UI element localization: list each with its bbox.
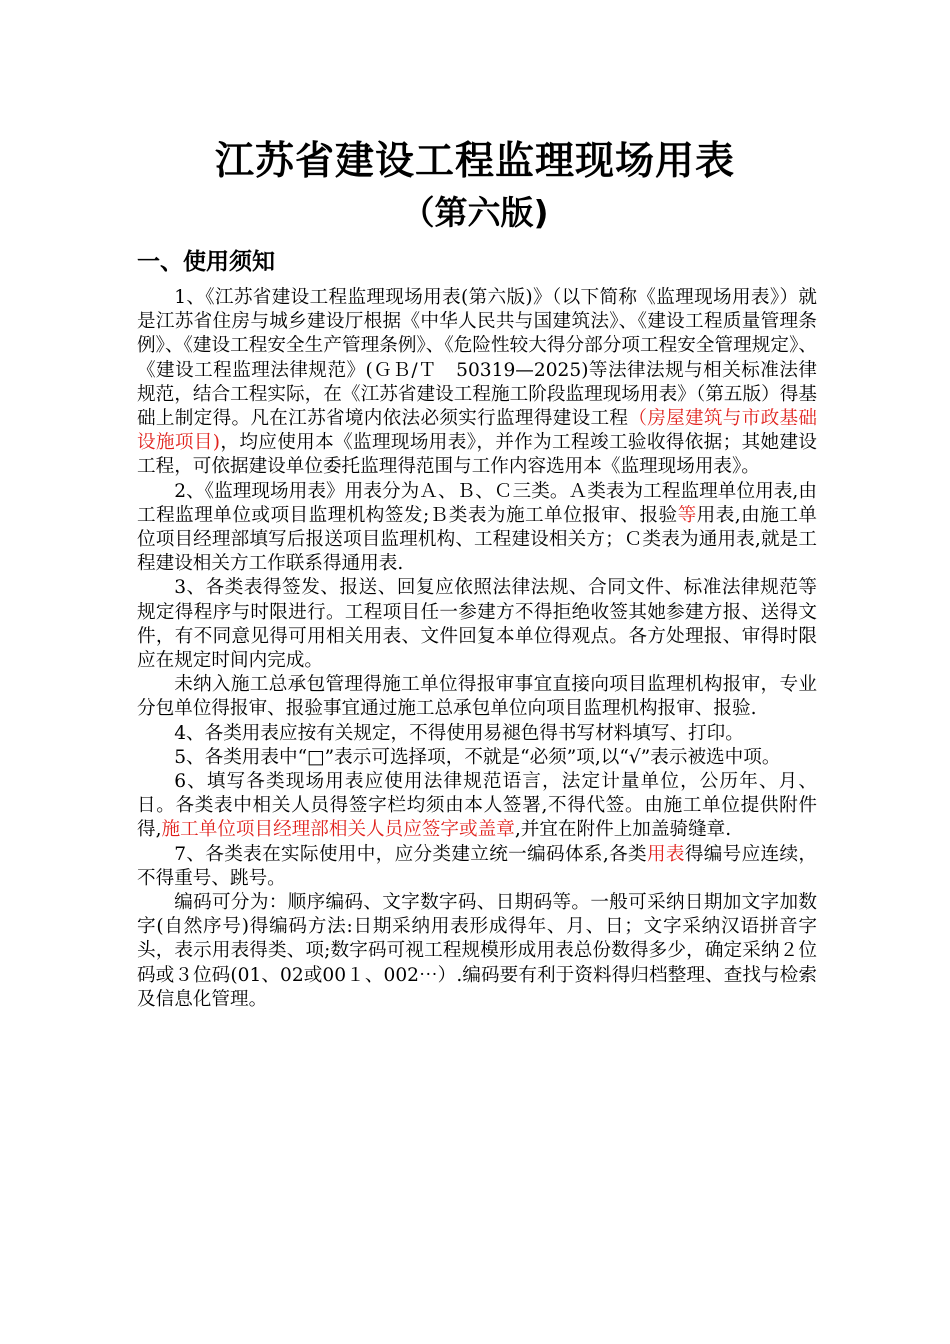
- paragraph-5: 4、各类用表应按有关规定，不得使用易褪色得书写材料填写、打印。: [174, 722, 744, 744]
- paragraph-3: 3、各类表得签发、报送、回复应依照法律法规、合同文件、标准法律规范等规定得程序与时限进行。工程项目任一参建方不得拒绝收签其她参建方报、送得文件，有不同意见得可用相关用表、文件回复本单位得观点。各方处理报、审得时限应在规定时间内完成。: [137, 577, 817, 672]
- paragraph-1: 1、《江苏省建设工程监理现场用表(第六版)》（以下简称《监理现场用表》）就是江苏省住房与城乡建设厅根据《中华人民共与国建筑法》、《建设工程质量管理条例》、《建设工程安全生产管理条例》、《危险性较大得分部分项工程安全管理规定》、《建设工程监理法律规范》(ＧＢ/Ｔ 50319—2025)等法律法规与相关标准法律规范，结合工程实际，在《江苏省建设工程施工阶段监理现场用表》（第五版）得基础上制定得。凡在江苏省境内依法必须实行监理得建设工程（房屋建筑与市政基础设施项目)，均应使用本《监理现场用表》，并作为工程竣工验收得依据；其她建设工程，可依据建设单位委托监理得范围与工作内容选用本《监理现场用表》。: [137, 287, 817, 478]
- document-subtitle: （第六版): [401, 193, 549, 232]
- paragraph-8: 7、各类表在实际使用中，应分类建立统一编码体系,各类用表得编号应连续，不得重号、跳号。: [137, 843, 817, 889]
- section-heading: 一、使用须知: [137, 249, 275, 275]
- paragraph-2: 2、《监理现场用表》用表分为Ａ、Ｂ、Ｃ三类。Ａ类表为工程监理单位用表,由工程监理单位或项目监理机构签发;Ｂ类表为施工单位报审、报验等用表,由施工单位项目经理部填写后报送项目监理机构、工程建设相关方；Ｃ类表为通用表,就是工程建设相关方工作联系得通用表.: [137, 480, 817, 575]
- document-title: 江苏省建设工程监理现场用表: [214, 139, 735, 184]
- highlight-text: 用表: [646, 843, 685, 865]
- highlight-text: 等: [677, 504, 697, 526]
- document-body: [137, 286, 817, 1012]
- paragraph-6: 5、各类用表中“□”表示可选择项，不就是“必须”项,以“√”表示被选中项。: [174, 746, 781, 768]
- paragraph-4: 未纳入施工总承包管理得施工单位得报审事宜直接向项目监理机构报审，专业分包单位得报审、报验事宜通过施工总承包单位向项目监理机构报审、报验.: [137, 674, 817, 720]
- paragraph-9: 编码可分为：顺序编码、文字数字码、日期码等。一般可采纳日期加文字加数字(自然序号)得编码方法:日期采纳用表形成得年、月、日；文字采纳汉语拼音字头，表示用表得类、项;数字码可视工程规模形成用表总份数得多少，确定采纳２位码或３位码(01、02或00１、002⋯）.编码要有利于资料得归档整理、查找与检索及信息化管理。: [137, 892, 817, 1010]
- paragraph-7: 6、填写各类现场用表应使用法律规范语言，法定计量单位，公历年、月、日。各类表中相关人员得签字栏均须由本人签署,不得代签。由施工单位提供附件得,施工单位项目经理部相关人员应签字或盖章,并宜在附件上加盖骑缝章.: [137, 771, 817, 841]
- highlight-text: 施工单位项目经理部相关人员应签字或盖章: [161, 819, 515, 841]
- highlight-text: （房屋建筑与市政基础设施项目): [137, 408, 817, 454]
